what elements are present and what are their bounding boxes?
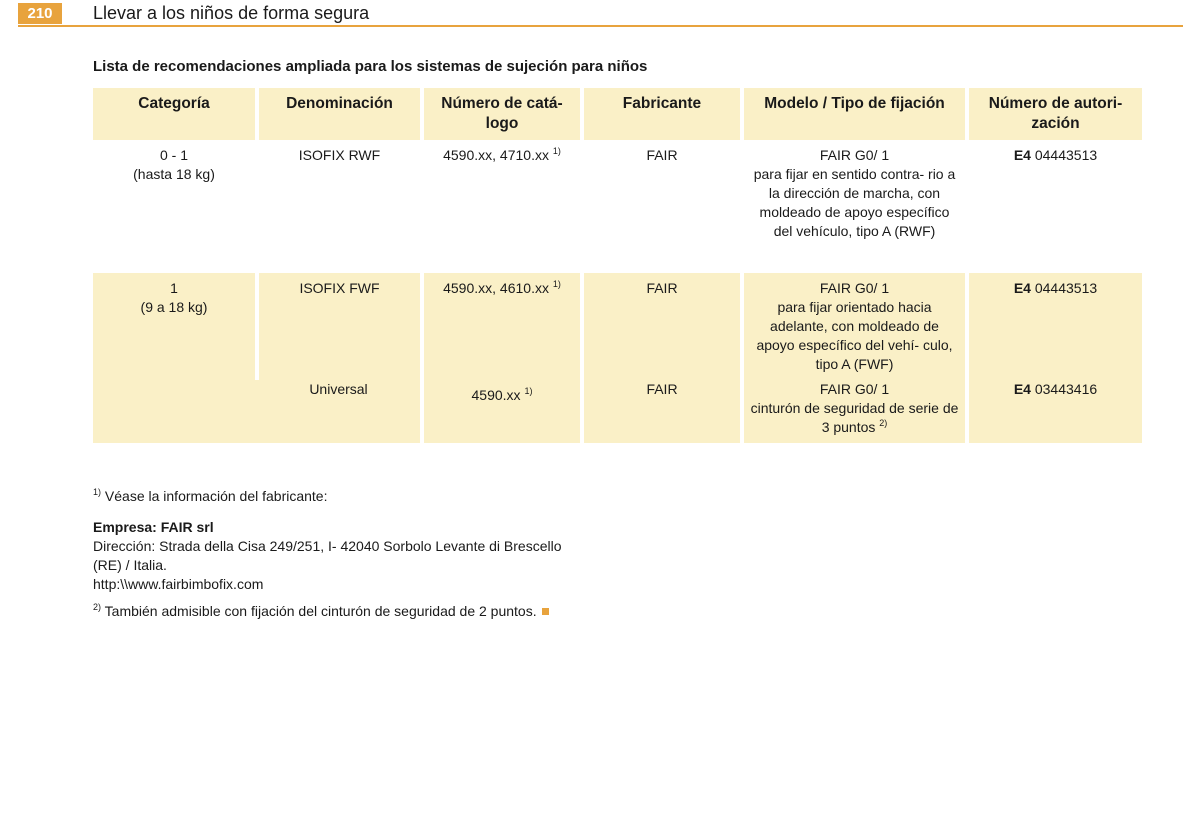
header-manufacturer: Fabricante — [582, 88, 742, 140]
footnote-1-text: Véase la información del fabricante: — [104, 488, 328, 504]
footnote-1 — [93, 487, 593, 506]
section-title: Lista de recomendaciones ampliada para los sistemas de sujeción para niños — [93, 58, 648, 75]
cell-category — [93, 273, 257, 443]
company-label: Empresa: FAIR srl — [93, 519, 214, 535]
cell-model — [742, 140, 967, 247]
header-denomination: Denominación — [257, 88, 422, 140]
footnote-marker: 1) — [93, 487, 102, 497]
model-description-text: cinturón de seguridad de serie de 3 puntos — [750, 400, 959, 435]
model-description: para fijar en sentido contra- rio a la dirección de marcha, con moldeado de apoyo específico del vehículo, tipo A (RWF) — [753, 166, 956, 239]
cell-approval — [967, 380, 1142, 443]
category-value: 1 — [170, 280, 178, 296]
cell-denomination: ISOFIX RWF — [257, 140, 422, 247]
approval-number: 03443416 — [1034, 381, 1098, 397]
page-header — [0, 0, 1200, 28]
cell-catalog — [422, 273, 582, 380]
approval-prefix: E4 — [1013, 280, 1031, 296]
category-value: 0 - 1 — [159, 147, 188, 163]
catalog-value: 4590.xx — [471, 387, 521, 403]
catalog-value: 4590.xx, 4610.xx — [443, 280, 549, 296]
header-approval: Número de autori- zación — [967, 88, 1142, 140]
model-name: FAIR G0/ 1 — [819, 147, 890, 163]
company-address: Dirección: Strada della Cisa 249/251, I- 42040 Sorbolo Levante di Brescello (RE) / Italia. — [93, 538, 562, 573]
category-weight: (hasta 18 kg) — [133, 166, 215, 182]
cell-approval — [967, 273, 1142, 380]
recommendation-table — [93, 88, 1142, 443]
header-model: Modelo / Tipo de fijación — [742, 88, 967, 140]
footnote-ref: 1) — [552, 146, 561, 156]
footnote-ref: 1) — [552, 279, 561, 289]
table-row — [93, 140, 1142, 247]
cell-category — [93, 140, 257, 247]
model-name: FAIR G0/ 1 — [819, 280, 890, 296]
cell-model — [742, 273, 967, 380]
cell-denomination: Universal — [257, 380, 422, 443]
model-description: para fijar orientado hacia adelante, con moldeado de apoyo específico del vehí- culo, tipo A (FWF) — [756, 299, 953, 372]
cell-manufacturer: FAIR — [582, 273, 742, 380]
model-description — [750, 399, 959, 437]
cell-catalog — [422, 380, 582, 443]
approval-number: 04443513 — [1034, 280, 1098, 296]
header-category: Categoría — [93, 88, 257, 140]
chapter-title: Llevar a los niños de forma segura — [93, 3, 370, 23]
header-catalog: Número de catá- logo — [422, 88, 582, 140]
cell-approval — [967, 140, 1142, 247]
footnote-2 — [93, 602, 593, 621]
cell-model — [742, 380, 967, 443]
page-number: 210 — [18, 3, 62, 24]
approval-prefix: E4 — [1013, 381, 1031, 397]
footnote-ref: 1) — [524, 386, 533, 396]
category-weight: (9 a 18 kg) — [140, 299, 208, 315]
model-name: FAIR G0/ 1 — [819, 381, 890, 397]
header-rule — [18, 25, 1183, 27]
company-url[interactable]: http:\\www.fairbimbofix.com — [93, 576, 264, 592]
cell-denomination: ISOFIX FWF — [257, 273, 422, 380]
table-header-row — [93, 88, 1142, 140]
row-gap — [93, 247, 1142, 273]
catalog-value: 4590.xx, 4710.xx — [443, 147, 549, 163]
end-of-section-mark — [542, 608, 549, 615]
cell-manufacturer: FAIR — [582, 380, 742, 443]
approval-prefix: E4 — [1013, 147, 1031, 163]
footnotes — [93, 487, 593, 621]
footnote-marker: 2) — [93, 602, 102, 612]
cell-manufacturer: FAIR — [582, 140, 742, 247]
footnote-2-text: También admisible con fijación del cinturón de seguridad de 2 puntos. — [104, 603, 537, 619]
approval-number: 04443513 — [1034, 147, 1098, 163]
table-row — [93, 273, 1142, 380]
footnote-ref: 2) — [879, 418, 888, 428]
cell-catalog — [422, 140, 582, 247]
